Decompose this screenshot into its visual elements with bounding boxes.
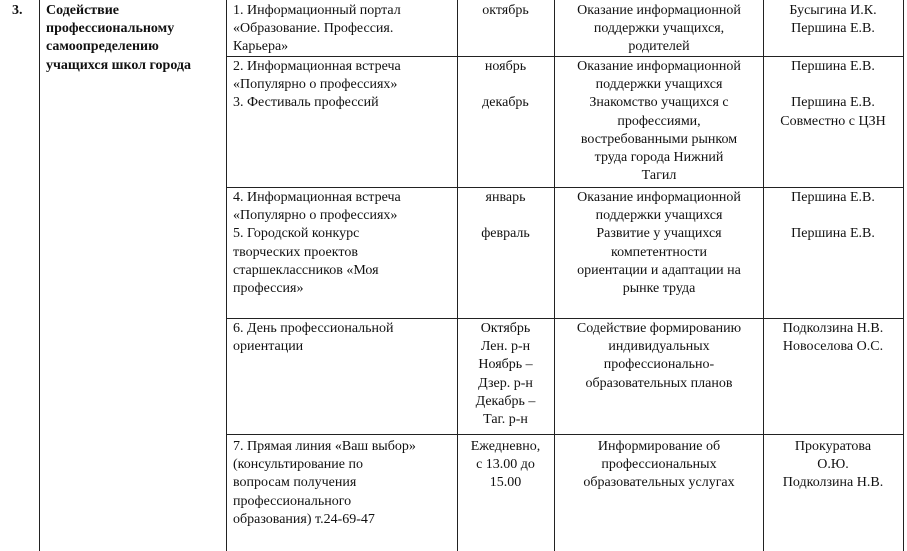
responsible-line: Совместно с ЦЗН xyxy=(780,113,886,129)
section-title-line: Содействие xyxy=(46,3,120,18)
responsible-cell xyxy=(764,2,902,38)
event-line: 1. Информационный портал xyxy=(233,3,401,18)
result-line: Информирование об xyxy=(597,439,721,454)
date-cell xyxy=(458,189,553,244)
date-line xyxy=(458,207,553,225)
result-line: поддержки учащихся, xyxy=(593,21,725,37)
result-line: востребованными рынком xyxy=(580,131,738,147)
result-line: индивидуальных xyxy=(608,339,710,355)
event-line: 7. Прямая линия «Ваш выбор» xyxy=(233,439,416,454)
date-line: Дзер. р-н xyxy=(478,375,533,391)
date-line: Декабрь – xyxy=(475,393,536,409)
date-line: ноябрь xyxy=(484,59,527,74)
event-line: 4. Информационная встреча xyxy=(233,190,401,205)
section-title xyxy=(46,2,224,75)
row-divider xyxy=(226,434,904,435)
section-title-line: самоопределению xyxy=(46,39,159,55)
result-line: профессиями, xyxy=(617,113,701,129)
responsible-cell xyxy=(764,438,902,493)
section-number: 3. xyxy=(12,3,23,18)
date-line: февраль xyxy=(481,226,530,242)
responsible-line xyxy=(764,207,902,225)
responsible-line: Прокуратова xyxy=(794,439,872,454)
result-cell xyxy=(556,320,762,393)
result-line: Развитие у учащихся xyxy=(596,226,722,242)
event-line: профессионального xyxy=(233,493,352,509)
event-cell xyxy=(233,2,455,57)
event-line: 2. Информационная встреча xyxy=(233,59,401,74)
event-cell xyxy=(233,189,455,298)
event-cell xyxy=(233,438,455,529)
event-line: профессия» xyxy=(233,281,304,297)
date-line: декабрь xyxy=(482,95,529,111)
event-line: 5. Городской конкурс xyxy=(233,226,360,242)
event-line: вопросам получения xyxy=(233,475,357,491)
date-line: октябрь xyxy=(482,3,529,18)
date-cell xyxy=(458,2,553,20)
event-line: «Образование. Профессия. xyxy=(233,21,394,37)
result-line: Содействие формированию xyxy=(576,321,742,336)
date-line: Октябрь xyxy=(480,321,531,336)
result-line: Оказание информационной xyxy=(577,190,741,205)
result-line: образовательных услугах xyxy=(583,475,735,491)
responsible-cell xyxy=(764,320,902,356)
event-line: 6. День профессиональной xyxy=(233,321,394,336)
event-line: старшеклассников «Моя xyxy=(233,262,379,278)
date-cell xyxy=(458,320,553,429)
event-line: 3. Фестиваль профессий xyxy=(233,95,379,111)
result-cell xyxy=(556,58,762,185)
result-line: поддержки учащихся xyxy=(595,208,723,224)
result-line: труда города Нижний xyxy=(594,150,724,166)
result-cell xyxy=(556,2,762,57)
result-line: профессионально- xyxy=(603,357,715,373)
responsible-line: Першина Е.В. xyxy=(791,21,875,37)
result-line: Оказание информационной xyxy=(577,59,741,74)
section-title-line: профессиональному xyxy=(46,21,175,37)
responsible-line: Першина Е.В. xyxy=(791,226,875,242)
date-line: Ежедневно, xyxy=(470,439,541,454)
date-line: Таг. р-н xyxy=(483,412,528,428)
result-line: Оказание информационной xyxy=(577,3,741,18)
date-cell xyxy=(458,438,553,493)
result-line: профессиональных xyxy=(601,457,717,473)
result-line: Знакомство учащихся с xyxy=(589,95,729,111)
event-line: творческих проектов xyxy=(233,244,358,260)
result-cell xyxy=(556,438,762,493)
responsible-cell xyxy=(764,189,902,244)
event-cell xyxy=(233,320,455,356)
responsible-line: Бусыгина И.К. xyxy=(789,3,877,18)
result-cell xyxy=(556,189,762,298)
responsible-line: Подколзина Н.В. xyxy=(782,321,884,336)
date-line: 15.00 xyxy=(489,475,522,491)
event-line: ориентации xyxy=(233,339,304,355)
column-divider xyxy=(903,0,904,551)
result-line: компетентности xyxy=(611,244,707,260)
event-line: «Популярно о профессиях» xyxy=(233,208,398,224)
responsible-line: Першина Е.В. xyxy=(791,95,875,111)
responsible-line: Першина Е.В. xyxy=(791,190,875,205)
responsible-cell xyxy=(764,58,902,131)
column-divider xyxy=(226,0,227,551)
responsible-line xyxy=(764,76,902,94)
result-line: Тагил xyxy=(641,168,677,184)
responsible-line: О.Ю. xyxy=(817,457,849,473)
date-line: январь xyxy=(485,190,526,205)
event-line: «Популярно о профессиях» xyxy=(233,77,398,93)
date-line xyxy=(458,76,553,94)
column-divider xyxy=(39,0,40,551)
event-line: образования) т.24-69-47 xyxy=(233,511,375,527)
event-cell xyxy=(233,58,455,113)
section-title-line: учащихся школ города xyxy=(46,57,192,73)
date-cell xyxy=(458,58,553,113)
result-line: поддержки учащихся xyxy=(595,77,723,93)
result-line: рынке труда xyxy=(622,281,696,297)
date-line: с 13.00 до xyxy=(476,457,535,473)
result-line: родителей xyxy=(628,39,690,55)
date-line: Лен. р-н xyxy=(480,339,531,355)
date-line: Ноябрь – xyxy=(478,357,533,373)
responsible-line: Подколзина Н.В. xyxy=(782,475,884,491)
result-line: ориентации и адаптации на xyxy=(577,262,741,278)
event-line: (консультирование по xyxy=(233,457,363,473)
result-line: образовательных планов xyxy=(585,375,733,391)
responsible-line: Новоселова О.С. xyxy=(782,339,884,355)
responsible-line: Першина Е.В. xyxy=(791,59,875,74)
event-line: Карьера» xyxy=(233,39,289,55)
